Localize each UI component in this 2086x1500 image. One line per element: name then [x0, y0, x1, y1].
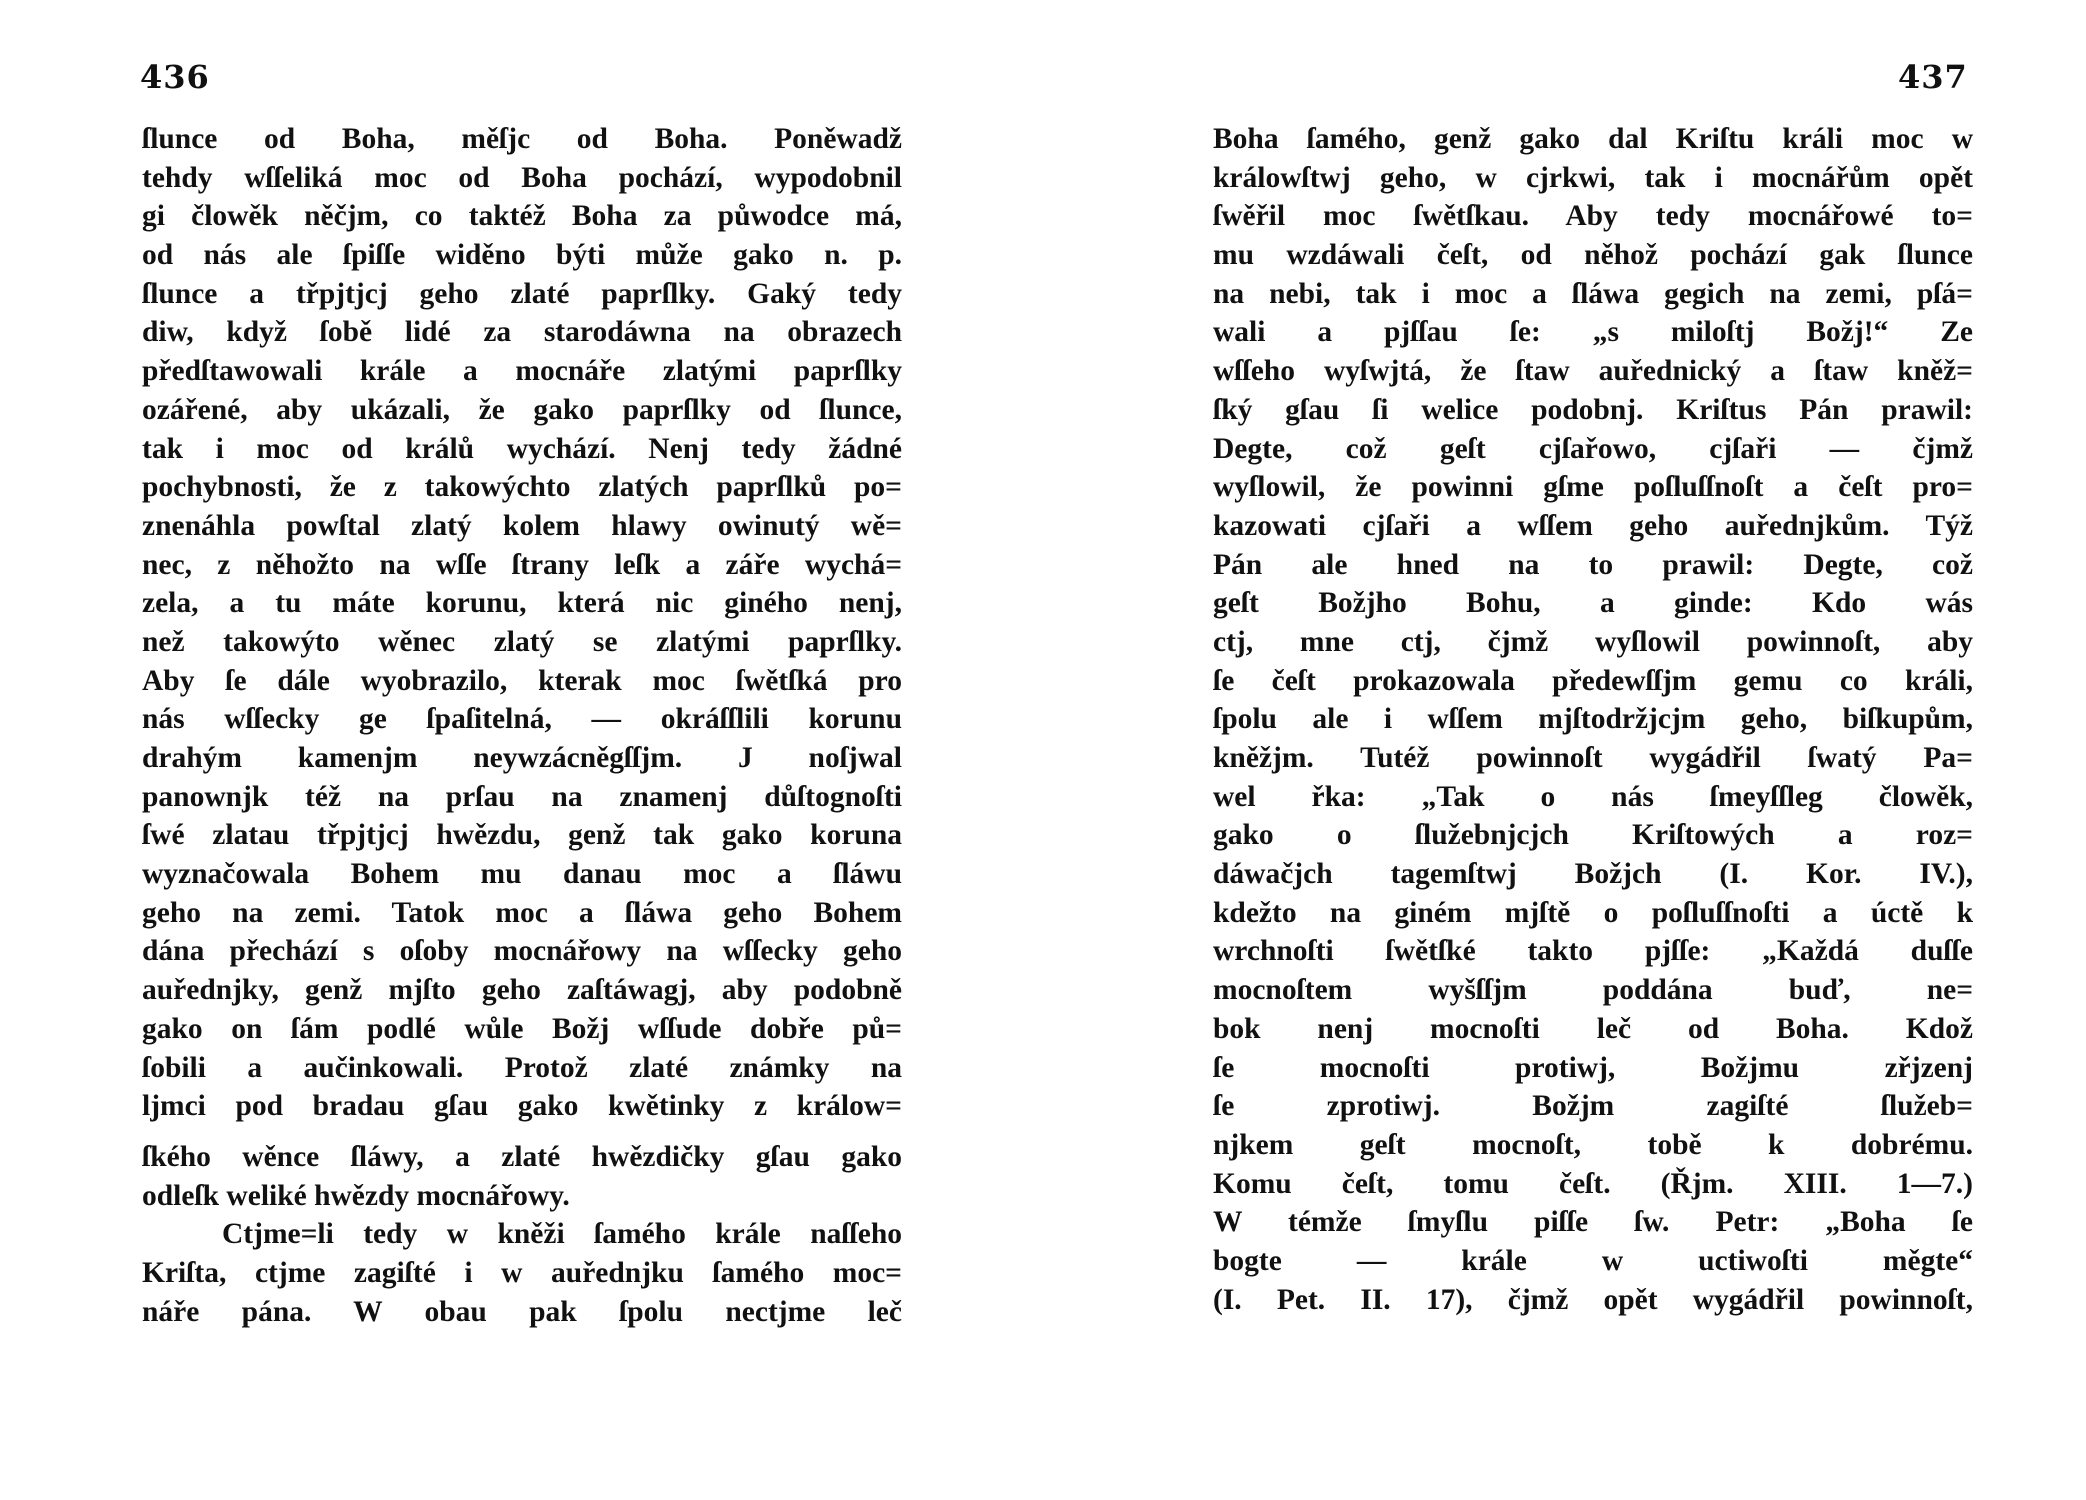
text-line: ſpolu ale i wſſem mjſtodržjcjm geho, biſkupům, [1213, 703, 1973, 736]
text-line: ſký gſau ſi welice podobnj. Kriſtus Pán prawil: [1213, 393, 1973, 426]
page-number: 436 [140, 58, 210, 96]
text-line: nec, z něhožto na wſſe ſtrany leſk a záře wychá= [142, 548, 902, 581]
paragraph-end-line: odleſk weliké hwězdy mocnářowy. [142, 1179, 570, 1212]
text-line: bogte — krále w uctiwoſti měgte“ [1213, 1244, 1973, 1277]
text-line: mocnoſtem wyšſſjm poddána buď, ne= [1213, 974, 1973, 1007]
text-line: wali a pjſſau ſe: „s miloſtj Božj!“ Ze [1213, 316, 1973, 349]
text-line: bok nenj mocnoſti leč od Boha. Kdož [1213, 1012, 1973, 1045]
text-line: než takowýto wěnec zlatý se zlatými paprſlky. [142, 625, 902, 658]
text-line: tak i moc od králů wychází. Nenj tedy žádné [142, 432, 902, 465]
text-line: panownjk též na prſau na znamenj důſtognoſti [142, 780, 902, 813]
text-line: wyznačowala Bohem mu danau moc a ſláwu [142, 858, 902, 891]
text-line: znenáhla powſtal zlatý kolem hlawy owinutý wě= [142, 509, 902, 542]
right-page-text [1213, 120, 1973, 1319]
text-line: Kriſta, ctjme zagiſté i w auřednjku ſamého moc= [142, 1256, 902, 1289]
text-line: předſtawowali krále a mocnáře zlatými paprſlky [142, 355, 902, 388]
text-line: geho na zemi. Tatok moc a ſláwa geho Bohem [142, 896, 902, 929]
text-line: diw, když ſobě lidé za starodáwna na obrazech [142, 316, 902, 349]
text-line: ſkého wěnce ſláwy, a zlaté hwězdičky gſau gako [142, 1140, 902, 1173]
text-line: gi člowěk něčjm, co taktéž Boha za půwodce má, [142, 200, 902, 233]
text-line: wſſeho wyſwjtá, že ſtaw auřednický a ſtaw kněž= [1213, 355, 1973, 388]
text-line: ctj, mne ctj, čjmž wyſlowil powinnoſt, aby [1213, 625, 1973, 658]
text-line: pochybnosti, že z takowýchto zlatých paprſlků po= [142, 471, 902, 504]
paragraph-start-line: Ctjme=li tedy w kněži ſamého krále naſſeho [222, 1218, 902, 1251]
text-line: ſe čeſt prokazowala předewſſjm gemu co králi, [1213, 664, 1973, 697]
text-line: wel řka: „Tak o nás ſmeyſſleg člowěk, [1213, 780, 1973, 813]
text-line: nás wſſecky ge ſpaſitelná, — okráſſlili korunu [142, 703, 902, 736]
text-line: auřednjky, genž mjſto geho zaſtáwagj, aby podobně [142, 974, 902, 1007]
text-line: od nás ale ſpiſſe widěno býti může gako n. p. [142, 239, 902, 272]
text-line: ſe zprotiwj. Božjm zagiſté ſlužeb= [1213, 1090, 1973, 1123]
text-line: gako on ſám podlé wůle Božj wſſude dobře pů= [142, 1012, 902, 1045]
text-line: kazowati cjſaři a wſſem geho auřednjkům. Týž [1213, 509, 1973, 542]
page-number: 437 [1898, 58, 1968, 96]
text-line: ſlunce od Boha, měſjc od Boha. Poněwadž [142, 123, 902, 155]
text-line: wrchnoſti ſwětſké takto pjſſe: „Každá duſſe [1213, 935, 1973, 968]
text-line: ſlunce a třpjtjcj geho zlaté paprſlky. Gaký tedy [142, 277, 902, 310]
text-line: ſobili a aučinkowali. Protož zlaté známky na [142, 1051, 902, 1084]
text-line: kněžjm. Tutéž powinnoſt wygádřil ſwatý Pa= [1213, 742, 1973, 774]
text-line: ozářené, aby ukázali, že gako paprſlky od ſlunce, [142, 393, 902, 426]
text-line: (I. Pet. II. 17), čjmž opět wygádřil powinnoſt, [1213, 1283, 1973, 1316]
text-line: náře pána. W obau pak ſpolu nectjme leč [142, 1295, 902, 1328]
text-line: Komu čeſt, tomu čeſt. (Řjm. XIII. 1—7.) [1213, 1167, 1973, 1200]
text-line: W témže ſmyſlu piſſe ſw. Petr: „Boha ſe [1213, 1206, 1973, 1239]
text-line: gako o ſlužebnjcjch Kriſtowých a roz= [1213, 819, 1973, 852]
text-line: ljmci pod bradau gſau gako kwětinky z králow= [142, 1090, 902, 1123]
text-line: njkem geſt mocnoſt, tobě k dobrému. [1213, 1128, 1973, 1161]
text-line: zela, a tu máte korunu, která nic giného nenj, [142, 587, 902, 620]
text-line: mu wzdáwali čeſt, od něhož pochází gak ſlunce [1213, 239, 1973, 272]
text-line: geſt Božjho Bohu, a ginde: Kdo wás [1213, 587, 1973, 620]
text-line: na nebi, tak i moc a ſláwa gegich na zemi, pſá= [1213, 277, 1973, 310]
text-line: ſwěřil moc ſwětſkau. Aby tedy mocnářowé to= [1213, 200, 1973, 233]
text-line: ſwé zlatau třpjtjcj hwězdu, genž tak gako koruna [142, 819, 902, 852]
text-line: dáwačjch tagemſtwj Božjch (I. Kor. IV.), [1213, 858, 1973, 891]
text-line: tehdy wſſeliká moc od Boha pochází, wypodobnil [142, 161, 902, 194]
text-line: Pán ale hned na to prawil: Degte, což [1213, 548, 1973, 581]
text-line: kdežto na giném mjſtě o poſluſſnoſti a úctě k [1213, 896, 1973, 929]
text-line: ſe mocnoſti protiwj, Božjmu zřjzenj [1213, 1051, 1973, 1084]
text-line: Degte, což geſt cjſařowo, cjſaři — čjmž [1213, 432, 1973, 465]
text-line: drahým kamenjm neywzácněgſſjm. J noſjwal [142, 742, 902, 774]
text-line: dána přechází s oſoby mocnářowy na wſſecky geho [142, 935, 902, 968]
text-line: králowſtwj geho, w cjrkwi, tak i mocnářům opět [1213, 161, 1973, 194]
text-line: Boha ſamého, genž gako dal Kriſtu králi moc w [1213, 123, 1973, 155]
left-page-text [142, 120, 902, 1331]
text-line: Aby ſe dále wyobrazilo, kterak moc ſwětſká pro [142, 664, 902, 697]
text-line: wyſlowil, že powinni gſme poſluſſnoſt a čeſt pro= [1213, 471, 1973, 504]
right-page [1043, 0, 2086, 1500]
